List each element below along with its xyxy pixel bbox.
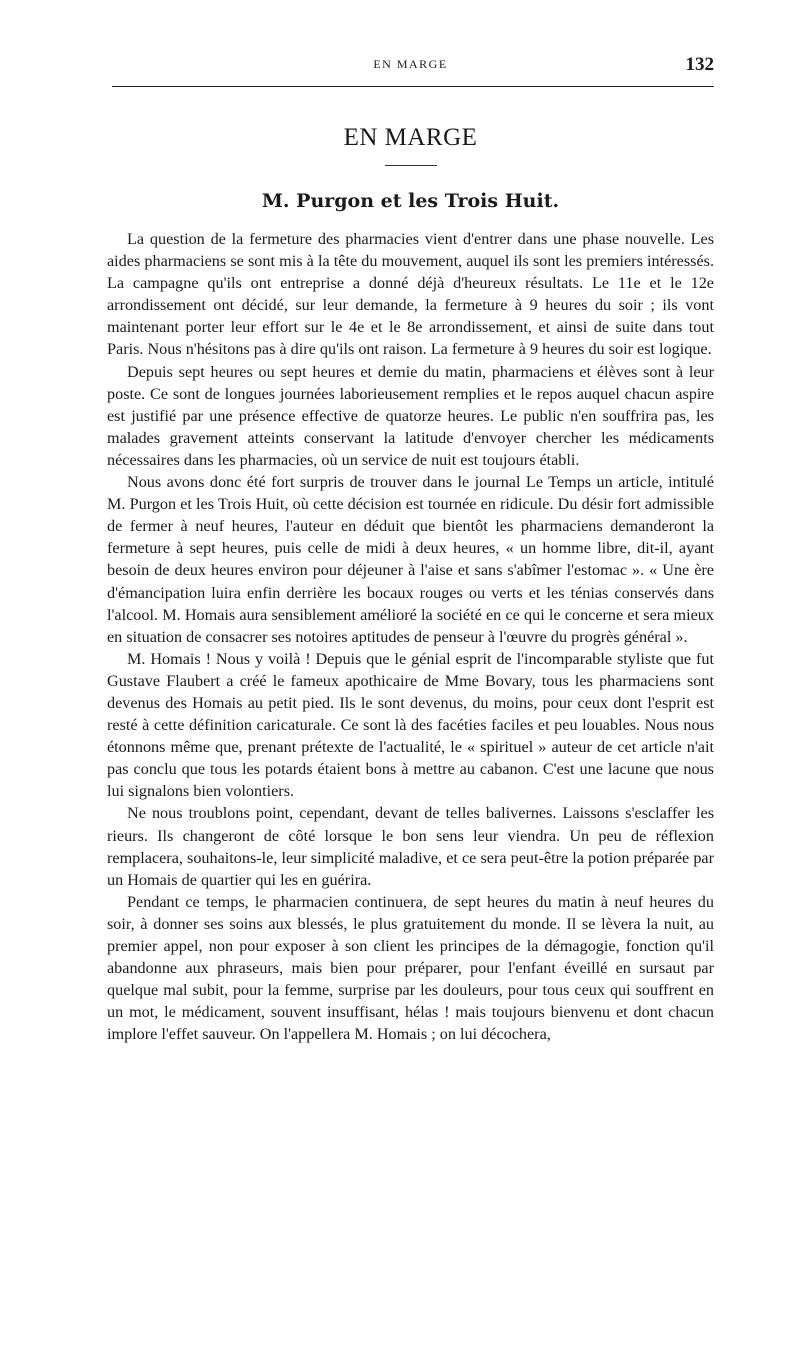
paragraph: Depuis sept heures ou sept heures et demie du matin, pharmaciens et élèves sont à leur poste. Ce sont de longues journées laborieusement remplies et le repos auquel chacun aspire est justifié par une présence effective de quatorze heures. Le public n'en souffrira pas, les malades gravement atteints conservant la latitude d'envoyer chercher les médicaments nécessaires dans les pharmacies, où un service de nuit est toujours établi. (107, 362, 714, 469)
section-title: EN MARGE (343, 124, 478, 151)
page-number: 132 (685, 54, 714, 75)
paragraph: Nous avons donc été fort surpris de trouver dans le journal Le Temps un article, intitulé M. Purgon et les Trois Huit, où cette décision est tournée en ridicule. Du désir fort admissible de fermer à neuf heures, l'auteur en déduit que bientôt les pharmaciens demanderont la fermeture à sept heures, puis celle de midi à deux heures, « un homme libre, dit-il, ayant besoin de deux heures environ pour déjeuner à l'aise et sans s'abîmer l'estomac ». « Une ère d'émancipation luira enfin derrière les bocaux rouges ou verts et les ténias conservés dans l'alcool. M. Homais aura sensiblement amélioré la société en ce qui le concerne et sera mieux en situation de consacrer ses notoires aptitudes de penseur à l'œuvre du progrès général ». (107, 473, 714, 646)
paragraph: M. Homais ! Nous y voilà ! Depuis que le génial esprit de l'incomparable styliste que fut Gustave Flaubert a créé le fameux apothicaire de Mme Bovary, tous les pharmaciens sont devenus des Homais au petit pied. Ils le sont devenus, du moins, pour ceux dont l'esprit est resté à cette définition caricaturale. Ce sont là des facéties faciles et peu louables. Nous nous étonnons même que, prenant prétexte de l'actualité, le « spirituel » auteur de cet article n'ait pas conclu que tous les potards étaient bons à mettre au cabanon. C'est une lacune que nous lui signalons bien volontiers. (107, 649, 714, 801)
article-title: M. Purgon et les Trois Huit. (261, 190, 560, 212)
running-head (107, 54, 714, 74)
section-underline (385, 165, 437, 166)
paragraph: Ne nous troublons point, cependant, devant de telles balivernes. Laissons s'esclaffer les rieurs. Ils changeront de côté lorsque le bon sens leur viendra. Un peu de réflexion remplacera, souhaitons-le, leur simplicité maladive, et ce sera peut-être la potion préparée par un Homais de quartier qui les en guérira. (107, 804, 714, 889)
paragraph: Pendant ce temps, le pharmacien continuera, de sept heures du matin à neuf heures du soir, à donner ses soins aux blessés, le plus gratuitement du monde. Il se lèvera la nuit, au premier appel, non pour exposer à son client les principes de la démagogie, fonction qu'il abandonne aux phraseurs, mais bien pour préparer, pour l'enfant éveillé en sursaut par quelque mal subit, pour la femme, surprise par les douleurs, pour tous ceux qui souffrent en un mot, le médicament, souvent insuffisant, hélas ! mais toujours bienvenu et dont chacun implore l'effet sauveur. On l'appellera M. Homais ; on lui décochera, (107, 892, 714, 1044)
running-title: EN MARGE (373, 57, 448, 71)
article-body (107, 228, 714, 1045)
paragraph: La question de la fermeture des pharmacies vient d'entrer dans une phase nouvelle. Les aides pharmaciens se sont mis à la tête du mouvement, auquel ils sont les premiers intéressés. La campagne qu'ils ont entreprise a donné déjà d'heureux résultats. Le 11e et le 12e arrondissement ont décidé, sur leur demande, la fermeture à 9 heures du soir ; ils vont maintenant porter leur effort sur le 4e et le 8e arrondissement, et ainsi de suite dans tout Paris. Nous n'hésitons pas à dire qu'ils ont raison. La fermeture à 9 heures du soir est logique. (107, 230, 714, 359)
header-rule (112, 86, 714, 87)
